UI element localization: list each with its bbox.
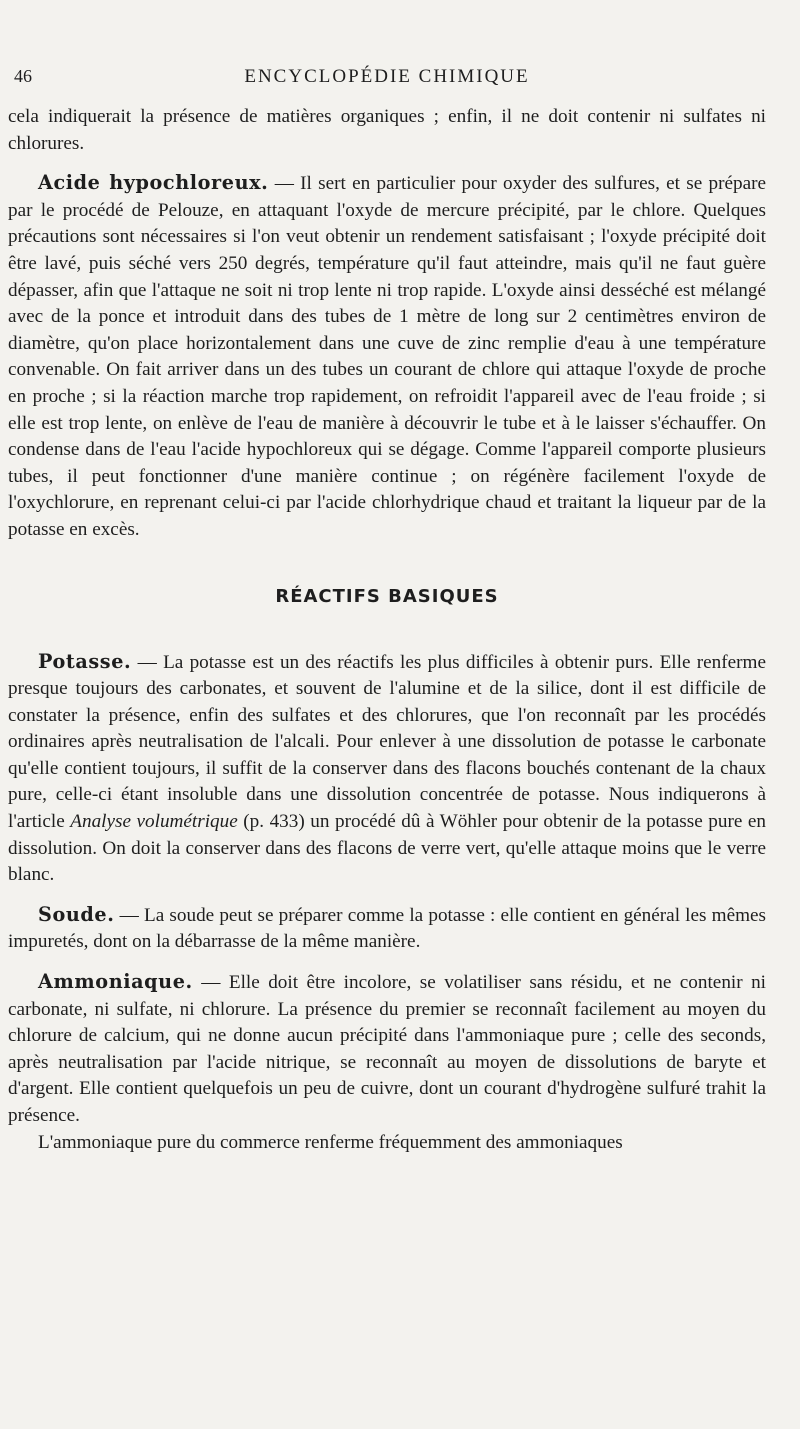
paragraph-text: — Elle doit être incolore, se volatiliser sans résidu, et ne contenir ni carbonate, ni sulfate, ni chlorure. La présence du premier se reconnaît facilement au moyen du chlorure de calcium, qui ne donne aucun précipité dans l'ammoniaque pure ; celle des seconds, après neutralisation par l'acide nitrique, se reconnaît au moyen de dissolutions de baryte et d'argent. Elle contient quelquefois un peu de cuivre, dont un courant d'hydrogène sulfuré trahit la présence. [8, 972, 766, 1126]
paragraph-text: (p. 433) un procédé dû à Wöhler pour obtenir de la potasse pure en dissolution. On doit la conserver dans des flacons de verre vert, qu'elle attaque moins que le verre blanc. [8, 811, 766, 886]
page-number: 46 [14, 66, 32, 86]
term-ammoniaque: Ammoniaque. [38, 970, 193, 994]
paragraph-text: — La soude peut se préparer comme la potasse : elle contient en général les mêmes impuretés, dont on la débarrasse de la même manière. [8, 904, 766, 953]
paragraph-ammoniaque [8, 969, 766, 1130]
italic-reference: Analyse volumétrique [70, 811, 238, 833]
term-soude: Soude. [38, 902, 115, 926]
paragraph-text: — Il sert en particulier pour oxyder des sulfures, et se prépare par le procédé de Pelouze, en attaquant l'oxyde de mercure précipité, par le chlore. Quelques précautions sont nécessaires si l'on veut obtenir un rendement satisfaisant ; l'oxyde précipité doit être lavé, puis séché vers 250 degrés, température qu'il faut atteindre, mais qu'il ne faut guère dépasser, afin que l'attaque ne soit ni trop lente ni trop rapide. L'oxyde ainsi desséché est mélangé avec de la ponce et introduit dans des tubes de 1 mètre de long sur 2 centimètres environ de diamètre, qu'on place horizontalement dans une cuve de zinc remplie d'eau à une température convenable. On fait arriver dans un des tubes un courant de chlore qui attaque l'oxyde de proche en proche ; si la réaction marche trop rapidement, on refroidit l'appareil avec de l'eau froide ; si elle est trop lente, on enlève de l'eau de manière à découvrir le tube et à le laisser s'échauffer. On condense dans de l'eau l'acide hypochloreux qui se dégage. Comme l'appareil comporte plusieurs tubes, il peut fonctionner d'une manière continue ; on régénère facilement l'oxyde de l'oxychlorure, en reprenant celui-ci par l'acide chlorhydrique chaud et traitant la liqueur par de la potasse en excès. [8, 173, 767, 540]
paragraph-acide-hypochloreux [8, 170, 766, 543]
paragraph-ammoniaque-commerce: L'ammoniaque pure du commerce renferme fréquemment des ammoniaques [38, 1131, 623, 1153]
header-title: ENCYCLOPÉDIE CHIMIQUE [244, 66, 530, 87]
term-acide-hypochloreux: Acide hypochloreux. [38, 171, 269, 195]
paragraph-continuation: cela indiquerait la présence de matières organiques ; enfin, il ne doit contenir ni sulfates ni chlorures. [8, 106, 766, 154]
paragraph-text: — La potasse est un des réactifs les plus difficiles à obtenir purs. Elle renferme presque toujours des carbonates, et souvent de l'alumine et de la silice, dont il est difficile de constater la présence, enfin des sulfates et des chlorures, que l'on reconnaît par les procédés ordinaires après neutralisation de l'alcali. Pour enlever à une dissolution de potasse le carbonate qu'elle contient toujours, il suffit de la conserver dans des flacons bouchés contenant de la chaux pure, celle-ci étant insoluble dans une dissolution concentrée de potasse. Nous indiquerons à l'article [8, 651, 766, 833]
running-header [8, 64, 766, 94]
paragraph-soude [8, 902, 766, 956]
term-potasse: Potasse. [38, 649, 132, 673]
section-title: RÉACTIFS BASIQUES [275, 585, 499, 607]
paragraph-potasse [8, 649, 766, 889]
